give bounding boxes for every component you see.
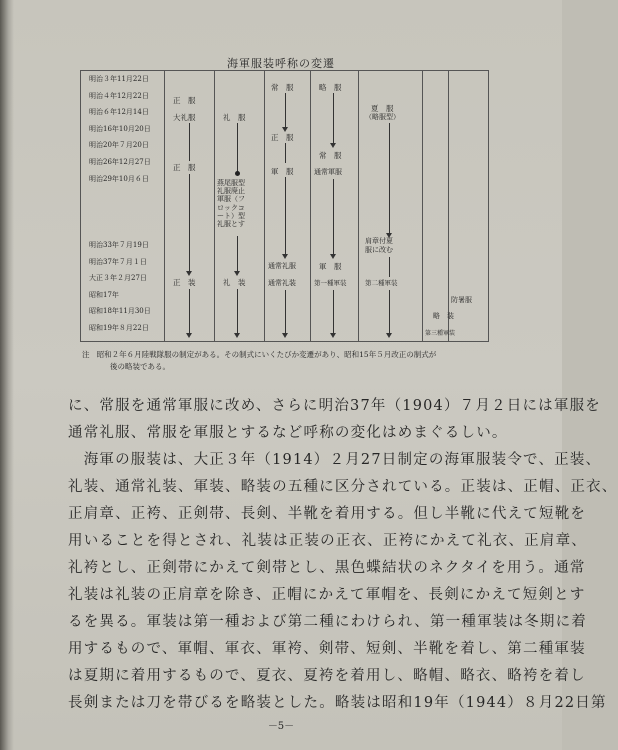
cell-label: 略 服 xyxy=(319,83,342,92)
cell-label: 略 装 xyxy=(433,312,454,320)
uniform-naming-table xyxy=(80,70,489,342)
note-line: 後の略装である。 xyxy=(110,362,170,371)
column-natsufuku xyxy=(359,71,423,342)
column-ryakufuku xyxy=(311,71,359,342)
arrow-icon xyxy=(282,333,288,338)
body-line: 礼装、通常礼装、軍装、略装の五種に区分されている。正装は、正帽、正衣、 xyxy=(68,479,618,495)
body-line: は夏期に着用するもので、夏衣、夏袴を着用し、略帽、略衣、略袴を着し xyxy=(68,668,586,684)
timeline-line xyxy=(389,123,390,235)
cell-label: 正 服 xyxy=(173,163,196,172)
date-cell: 明治20年７月20日 xyxy=(89,141,149,150)
cell-label: 夏 服 xyxy=(371,104,394,113)
date-cell xyxy=(81,220,164,237)
date-column xyxy=(81,71,165,342)
column-seifuku xyxy=(165,71,215,342)
arrow-icon xyxy=(330,333,336,338)
cell-label: 礼 服 xyxy=(223,113,246,122)
cell-label: 第二種軍装 xyxy=(365,279,398,287)
timeline-line xyxy=(189,123,190,161)
arrow-icon xyxy=(234,271,240,276)
timeline-line xyxy=(237,236,238,274)
body-line: 海軍の服装は、大正３年（1914）２月27日制定の海軍服装令で、正装、 xyxy=(68,452,602,468)
timeline-line xyxy=(237,289,238,333)
body-line: 通常礼服、常服を軍服とするなど呼称の変化はめまぐるしい。 xyxy=(68,425,508,441)
note-label: 注 xyxy=(82,350,90,359)
date-cell: 明治37年７月１日 xyxy=(89,257,147,266)
date-cell: 明治26年12月27日 xyxy=(89,157,151,166)
arrow-icon xyxy=(282,127,288,132)
body-line: 礼装は礼装の正肩章を除き、正帽にかえて軍帽を、長剣にかえて短剣とす xyxy=(68,587,586,603)
body-line: 用するもので、軍帽、軍衣、軍袴、剣帯、短剣、半靴を着し、第二種軍装 xyxy=(68,641,586,657)
arrow-icon xyxy=(282,254,288,259)
cell-label: （略服型） xyxy=(365,113,400,121)
timeline-line xyxy=(333,93,334,143)
date-cell: 明治16年10月20日 xyxy=(89,124,151,133)
cell-label: 第一種軍装 xyxy=(314,279,347,287)
timeline-line xyxy=(237,123,238,173)
timeline-line xyxy=(389,290,390,333)
date-cell: 明治29年10月６日 xyxy=(89,174,149,183)
date-cell xyxy=(81,187,164,204)
body-line: 長剣または刀を帯びるを略装とした。略装は昭和19年（1944）８月22日第 xyxy=(68,695,607,711)
timeline-line xyxy=(285,93,286,129)
column-bousho xyxy=(449,71,489,342)
cell-label: 通常礼装 xyxy=(268,279,296,287)
cell-label: 肩章付夏 服に改む xyxy=(365,237,393,254)
date-cell: 昭和17年 xyxy=(89,290,119,299)
figure-title: 海軍服装呼称の変遷 xyxy=(227,57,335,70)
date-cell xyxy=(81,204,164,221)
date-cell: 昭和19年８月22日 xyxy=(89,323,149,332)
cell-label: 礼 装 xyxy=(223,278,246,287)
timeline-line xyxy=(189,289,190,333)
date-cell: 明治３年11月22日 xyxy=(89,75,149,83)
column-ryakusou xyxy=(423,71,456,342)
date-cell: 大正３年２月27日 xyxy=(89,274,147,283)
note-line: 昭和２年６月陸戦隊服の制定がある。その制式にいくたびか変遷があり、昭和15年５月改正の制式が xyxy=(96,350,437,359)
timeline-line xyxy=(333,290,334,333)
table-note xyxy=(82,349,502,360)
column-reifuku xyxy=(215,71,265,342)
body-line: 正肩章、正袴、正剣帯、長剣、半靴を着用する。但し半靴に代えて短靴を xyxy=(68,506,587,522)
cell-label: 通常軍服 xyxy=(314,168,342,176)
dot-icon xyxy=(235,171,240,176)
cell-label: 軍 服 xyxy=(319,262,342,271)
body-line: に、常服を通常軍服に改め、さらに明治37年（1904）７月２日には軍服を xyxy=(68,398,601,414)
cell-label: 防暑服 xyxy=(451,296,472,304)
body-line: るを異る。軍装は第一種および第二種にわけられ、第一種軍装は冬期に着 xyxy=(68,614,587,630)
timeline-line xyxy=(285,290,286,333)
cell-label: 正 装 xyxy=(173,278,196,287)
cell-label: 常 服 xyxy=(271,83,294,92)
timeline-line xyxy=(285,177,286,255)
page-number: －5－ xyxy=(267,721,295,732)
cell-label: 正 服 xyxy=(271,133,294,142)
date-cell: 明治４年12月22日 xyxy=(89,91,149,100)
timeline-line xyxy=(189,174,190,274)
timeline-line xyxy=(389,257,390,277)
timeline-line xyxy=(333,179,334,255)
body-line: 用いることを得とされ、礼装は正装の正衣、正袴にかえて礼衣、正肩章、 xyxy=(68,533,587,549)
cell-note: 燕尾服型 礼服廃止 軍服（フ ロックコ ート）型 礼服とす xyxy=(217,179,245,229)
cell-label: 軍 服 xyxy=(271,167,294,176)
arrow-icon xyxy=(186,271,192,276)
arrow-icon xyxy=(186,333,192,338)
page-edge-shadow xyxy=(0,0,14,750)
arrow-icon xyxy=(330,254,336,259)
arrow-icon xyxy=(234,333,240,338)
arrow-icon xyxy=(330,143,336,148)
cell-label: 常 服 xyxy=(319,151,342,160)
timeline-line xyxy=(285,143,286,163)
arrow-icon xyxy=(386,333,392,338)
date-cell: 明治33年７月19日 xyxy=(89,240,149,249)
cell-label: 第三種軍装 xyxy=(425,330,456,337)
date-cell: 昭和18年11月30日 xyxy=(89,307,151,316)
cell-label: 大礼服 xyxy=(173,113,196,122)
column-joufuku xyxy=(265,71,311,342)
cell-label: 通常礼服 xyxy=(268,262,296,270)
cell-label: 正 服 xyxy=(173,96,196,105)
body-line: 礼袴とし、正剣帯にかえて剣帯とし、黒色蝶結状のネクタイを用う。通常 xyxy=(68,560,586,576)
date-cell: 明治６年12月14日 xyxy=(89,108,149,117)
